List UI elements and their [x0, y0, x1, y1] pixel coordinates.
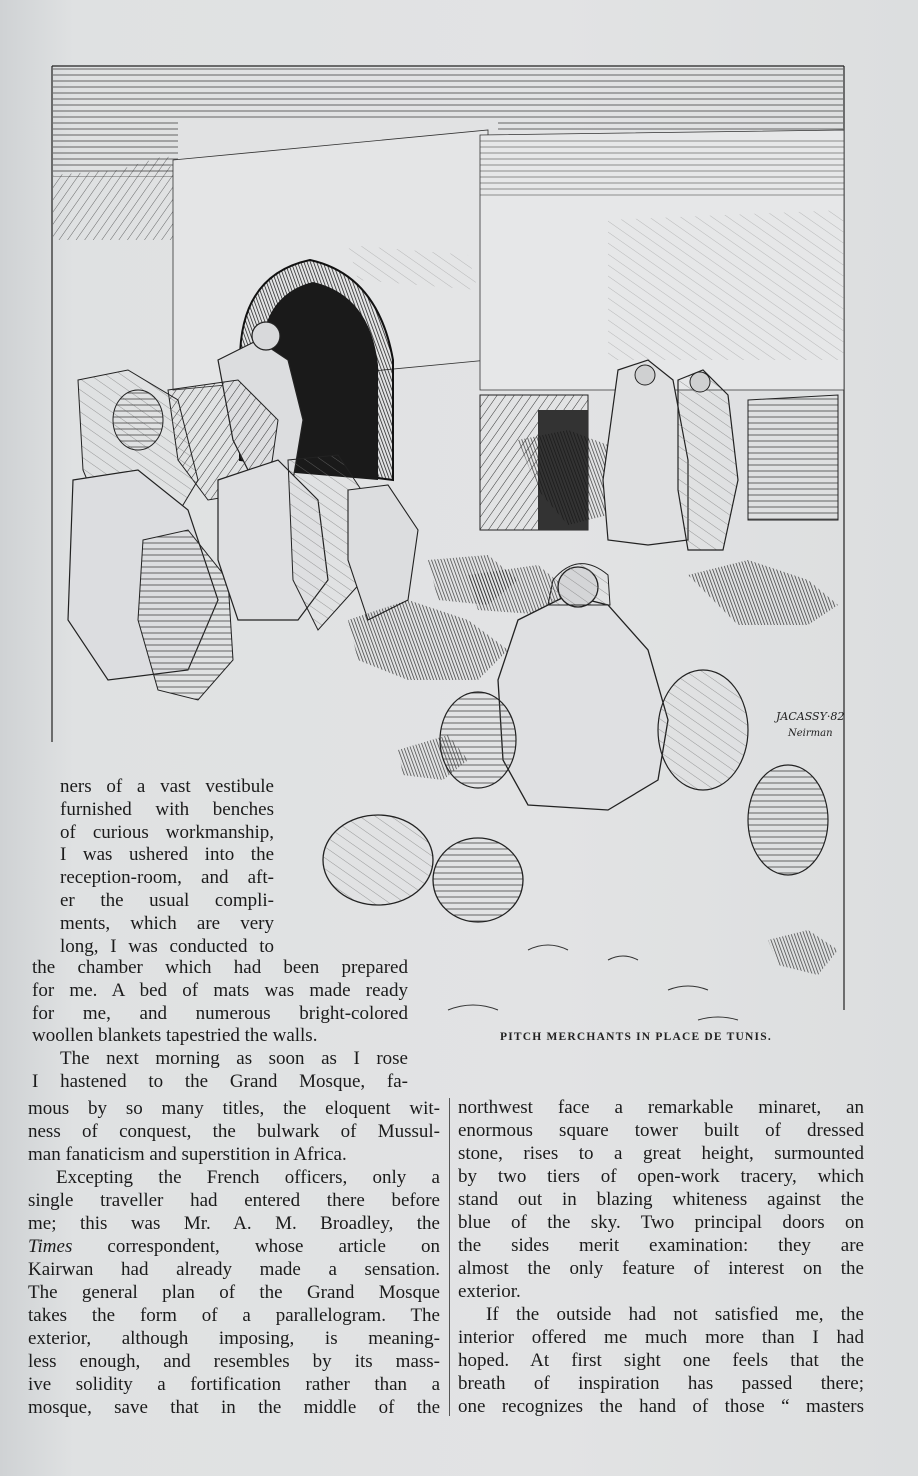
text-column-wide	[32, 957, 408, 1094]
text-line: the chamber which had been prepared	[32, 957, 408, 978]
text-line: mosque, save that in the middle of the	[28, 1397, 440, 1418]
text-line: The general plan of the Grand Mosque	[28, 1282, 440, 1303]
text-line: single traveller had entered there before	[28, 1190, 440, 1211]
text-line: mous by so many titles, the eloquent wit-	[28, 1098, 440, 1119]
text-line: I was ushered into the	[60, 844, 274, 866]
text-line: Kairwan had already made a sensation.	[28, 1259, 440, 1280]
text-line: reception-room, and aft-	[60, 867, 274, 889]
text-line: northwest face a remarkable minaret, an	[458, 1097, 864, 1118]
text-line: by two tiers of open-work tracery, which	[458, 1166, 864, 1187]
text-line: one recognizes the hand of those “ masters	[458, 1396, 864, 1417]
text-line: ive solidity a fortification rather than a	[28, 1374, 440, 1395]
artist-signature: JACASSY·82	[776, 710, 845, 723]
text-line: stand out in blazing whiteness against the	[458, 1189, 864, 1210]
text-line: The next morning as soon as I rose	[60, 1048, 408, 1070]
text-line: man fanaticism and superstition in Africa.	[28, 1144, 347, 1165]
text-fragment: correspondent, whose article on	[107, 1236, 440, 1257]
text-line	[28, 1235, 440, 1258]
text-line: ments, which are very	[60, 912, 274, 934]
text-line: takes the form of a parallelogram. The	[28, 1305, 440, 1326]
text-line: If the outside had not satisfied me, the	[486, 1304, 864, 1325]
text-line: hoped. At first sight one feels that the	[458, 1350, 864, 1371]
text-line: exterior.	[458, 1281, 521, 1302]
text-line: less enough, and resembles by its mass-	[28, 1351, 440, 1372]
times-italic: Times	[28, 1236, 73, 1257]
text-line: almost the only feature of interest on the	[458, 1258, 864, 1279]
text-line: woollen blankets tapestried the walls.	[32, 1025, 318, 1047]
svg-text:Neirman: Neirman	[788, 728, 833, 739]
text-line: for me, and numerous bright-colored	[32, 1002, 408, 1024]
text-line: blue of the sky. Two principal doors on	[458, 1212, 864, 1233]
text-line: of curious workmanship,	[60, 821, 274, 843]
text-line: stone, rises to a great height, surmounted	[458, 1143, 864, 1164]
text-line: Excepting the French officers, only a	[56, 1167, 440, 1188]
text-line: furnished with benches	[60, 798, 274, 820]
text-line: enormous square tower built of dressed	[458, 1120, 864, 1141]
text-column-right	[458, 1096, 864, 1418]
column-divider	[449, 1098, 450, 1416]
text-line: for me. A bed of mats was made ready	[32, 979, 408, 1001]
text-column-left	[28, 1097, 440, 1419]
text-line: the sides merit examination: they are	[458, 1235, 864, 1256]
text-line: ness of conquest, the bulwark of Mussul-	[28, 1121, 440, 1142]
text-line: interior offered me much more than I had	[458, 1327, 864, 1348]
illustration-caption: PITCH MERCHANTS IN PLACE DE TUNIS.	[500, 1031, 772, 1043]
text-line: long, I was conducted to	[60, 935, 274, 957]
text-line: I hastened to the Grand Mosque, fa-	[32, 1070, 408, 1092]
text-line: er the usual compli-	[60, 889, 274, 911]
text-line: me; this was Mr. A. M. Broadley, the	[28, 1213, 440, 1234]
text-line: exterior, although imposing, is meaning-	[28, 1328, 440, 1349]
text-line: ners of a vast vestibule	[60, 776, 274, 797]
text-column-narrow	[60, 776, 274, 958]
text-line: breath of inspiration has passed there;	[458, 1373, 864, 1394]
